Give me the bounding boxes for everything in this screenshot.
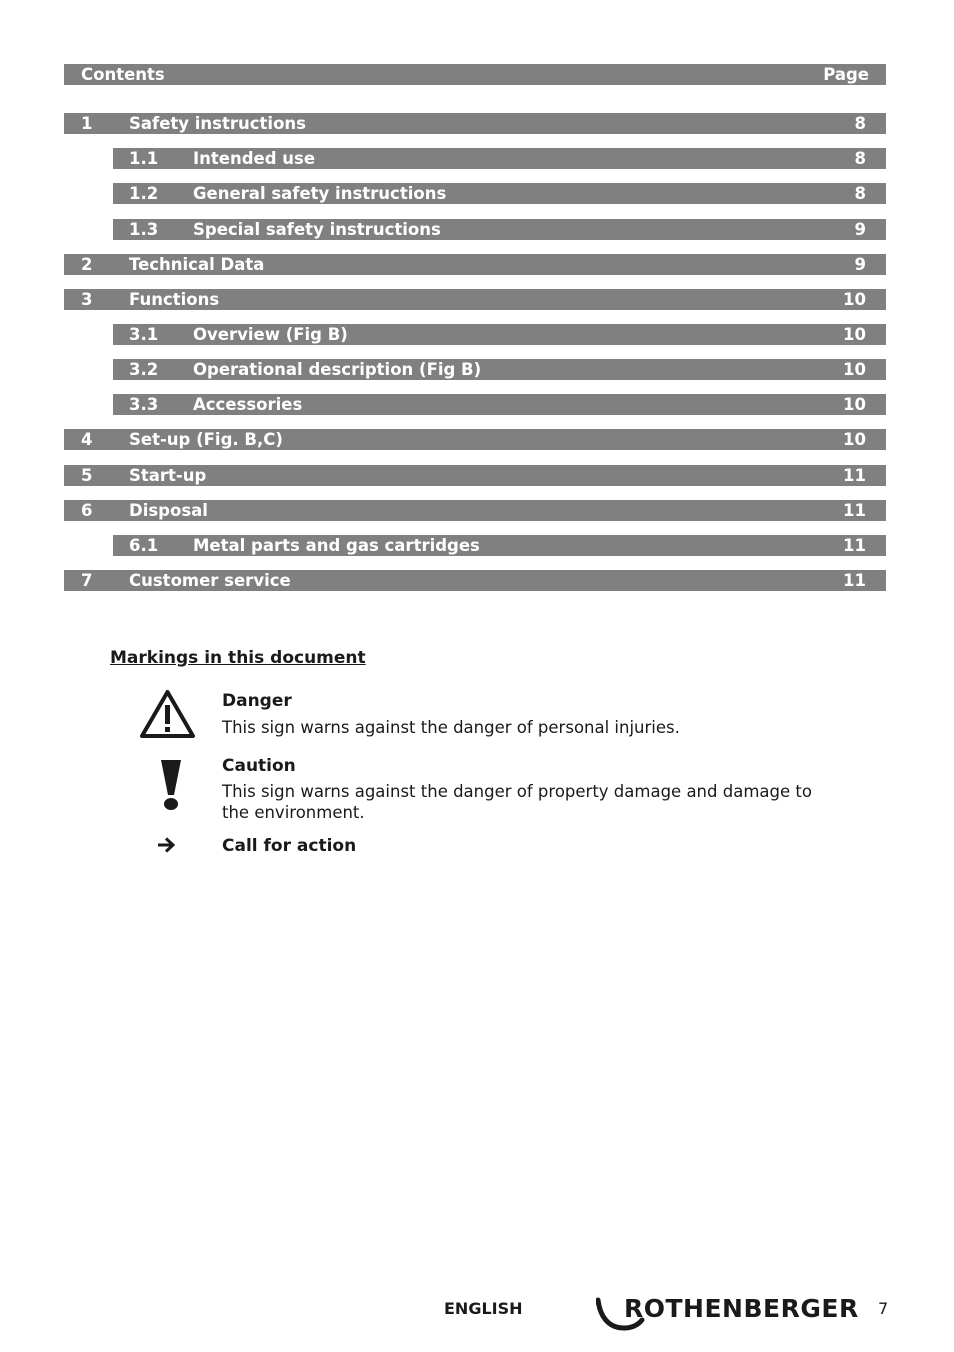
toc-entry-page: 10 — [843, 290, 866, 309]
toc-entry-1-3[interactable] — [113, 219, 886, 240]
exclamation-icon — [159, 760, 183, 816]
brand-name: ROTHENBERGER — [624, 1294, 859, 1323]
toc-entry-title: Customer service — [129, 571, 291, 590]
toc-entry-page: 9 — [854, 255, 866, 274]
toc-entry-3[interactable] — [64, 289, 886, 310]
toc-entry-number: 1.3 — [129, 220, 159, 239]
toc-entry-1-2[interactable] — [113, 183, 886, 204]
footer-language: ENGLISH — [444, 1299, 523, 1318]
toc-entry-title: Technical Data — [129, 255, 265, 274]
toc-entry-7[interactable] — [64, 570, 886, 591]
toc-header — [64, 64, 886, 85]
toc-entry-4[interactable] — [64, 429, 886, 450]
toc-entry-page: 11 — [843, 466, 866, 485]
toc-entry-number: 5 — [81, 466, 93, 485]
warning-triangle-icon — [139, 688, 196, 744]
toc-entry-page: 9 — [854, 220, 866, 239]
toc-entry-1-1[interactable] — [113, 148, 886, 169]
toc-entry-number: 3.2 — [129, 360, 159, 379]
toc-entry-number: 1.2 — [129, 184, 159, 203]
danger-text: This sign warns against the danger of personal injuries. — [222, 718, 680, 737]
toc-entry-number: 6.1 — [129, 536, 159, 555]
caution-heading: Caution — [222, 756, 296, 776]
toc-entry-page: 10 — [843, 325, 866, 344]
action-heading: Call for action — [222, 836, 357, 856]
toc-entry-number: 7 — [81, 571, 93, 590]
toc-entry-page: 8 — [854, 114, 866, 133]
toc-entry-title: Start-up — [129, 466, 207, 485]
toc-entry-title: Special safety instructions — [193, 220, 441, 239]
toc-entry-number: 3 — [81, 290, 93, 309]
toc-entry-page: 8 — [854, 184, 866, 203]
toc-entry-number: 6 — [81, 501, 93, 520]
toc-entry-page: 10 — [843, 395, 866, 414]
toc-entry-page: 11 — [843, 536, 866, 555]
toc-entry-number: 3.1 — [129, 325, 159, 344]
toc-entry-number: 4 — [81, 430, 93, 449]
toc-entry-number: 1 — [81, 114, 93, 133]
toc-entry-number: 1.1 — [129, 149, 159, 168]
toc-entry-page: 10 — [843, 430, 866, 449]
page-number: 7 — [878, 1299, 889, 1318]
toc-entry-title: Metal parts and gas cartridges — [193, 536, 480, 555]
toc-entry-number: 3.3 — [129, 395, 159, 414]
toc-entry-title: Set-up (Fig. B,C) — [129, 430, 283, 449]
caution-text: This sign warns against the danger of property damage and damage to the environment. — [222, 782, 812, 822]
toc-header-page: Page — [823, 65, 869, 84]
toc-header-label: Contents — [81, 65, 165, 84]
toc-entry-page: 11 — [843, 501, 866, 520]
toc-entry-3-3[interactable] — [113, 394, 886, 415]
toc-entry-title: Overview (Fig B) — [193, 325, 348, 344]
markings-title: Markings in this document — [110, 648, 366, 668]
arrow-right-icon — [158, 837, 176, 857]
danger-heading: Danger — [222, 691, 292, 711]
toc-entry-title: Operational description (Fig B) — [193, 360, 482, 379]
toc-entry-title: Intended use — [193, 149, 316, 168]
toc-entry-page: 10 — [843, 360, 866, 379]
toc-entry-number: 2 — [81, 255, 93, 274]
toc-entry-6-1[interactable] — [113, 535, 886, 556]
toc-entry-page: 11 — [843, 571, 866, 590]
toc-entry-3-1[interactable] — [113, 324, 886, 345]
toc-entry-1[interactable] — [64, 113, 886, 134]
toc-entry-3-2[interactable] — [113, 359, 886, 380]
toc-entry-page: 8 — [854, 149, 866, 168]
toc-entry-title: Safety instructions — [129, 114, 306, 133]
toc-entry-5[interactable] — [64, 465, 886, 486]
toc-entry-title: Disposal — [129, 501, 208, 520]
toc-entry-title: Accessories — [193, 395, 303, 414]
toc-entry-6[interactable] — [64, 500, 886, 521]
toc-entry-title: General safety instructions — [193, 184, 447, 203]
toc-entry-title: Functions — [129, 290, 220, 309]
toc-entry-2[interactable] — [64, 254, 886, 275]
